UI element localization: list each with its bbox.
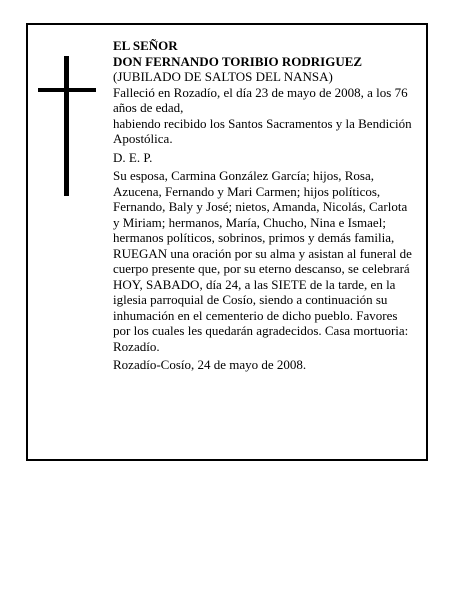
- sacraments-line: habiendo recibido los Santos Sacramentos y la Bendición Apostólica.: [113, 115, 412, 146]
- place-date: Rozadío-Cosío, 24 de mayo de 2008.: [113, 357, 307, 372]
- cross-horizontal-bar: [38, 88, 96, 92]
- subtitle: (JUBILADO DE SALTOS DEL NANSA): [113, 69, 333, 84]
- death-line: Falleció en Rozadío, el día 23 de mayo de 2008, a los 76 años de edad,: [113, 84, 408, 115]
- dep-line: D. E. P.: [113, 149, 153, 165]
- request-paragraph: RUEGAN una oración por su alma y asistan al funeral de cuerpo presente que, por su eterno descanso, se celebrará HOY, SABADO, día 24, a las SIETE de la tarde, en la iglesia parroquial de Cosío, siendo a continuación su inhumación en el cementerio de dicho pueblo. Favores por los cuales les quedarán agradecidos. Casa mortuoria: Rozadío.: [113, 245, 412, 354]
- deceased-name: DON FERNANDO TORIBIO RODRIGUEZ: [113, 53, 363, 69]
- obituary-text: [113, 38, 413, 373]
- title: EL SEÑOR: [113, 38, 178, 53]
- family-paragraph: Su esposa, Carmina González García; hijos, Rosa, Azucena, Fernando y Mari Carmen; hijos políticos, Fernando, Baly y José; nietos, Amanda, Nicolás, Carlota y Miriam; hermanos, María, Chucho, Nina e Ismael; hermanos políticos, sobrinos, primos y demás familia,: [113, 168, 408, 245]
- cross-vertical-bar: [64, 56, 69, 196]
- cross-icon: [38, 56, 96, 196]
